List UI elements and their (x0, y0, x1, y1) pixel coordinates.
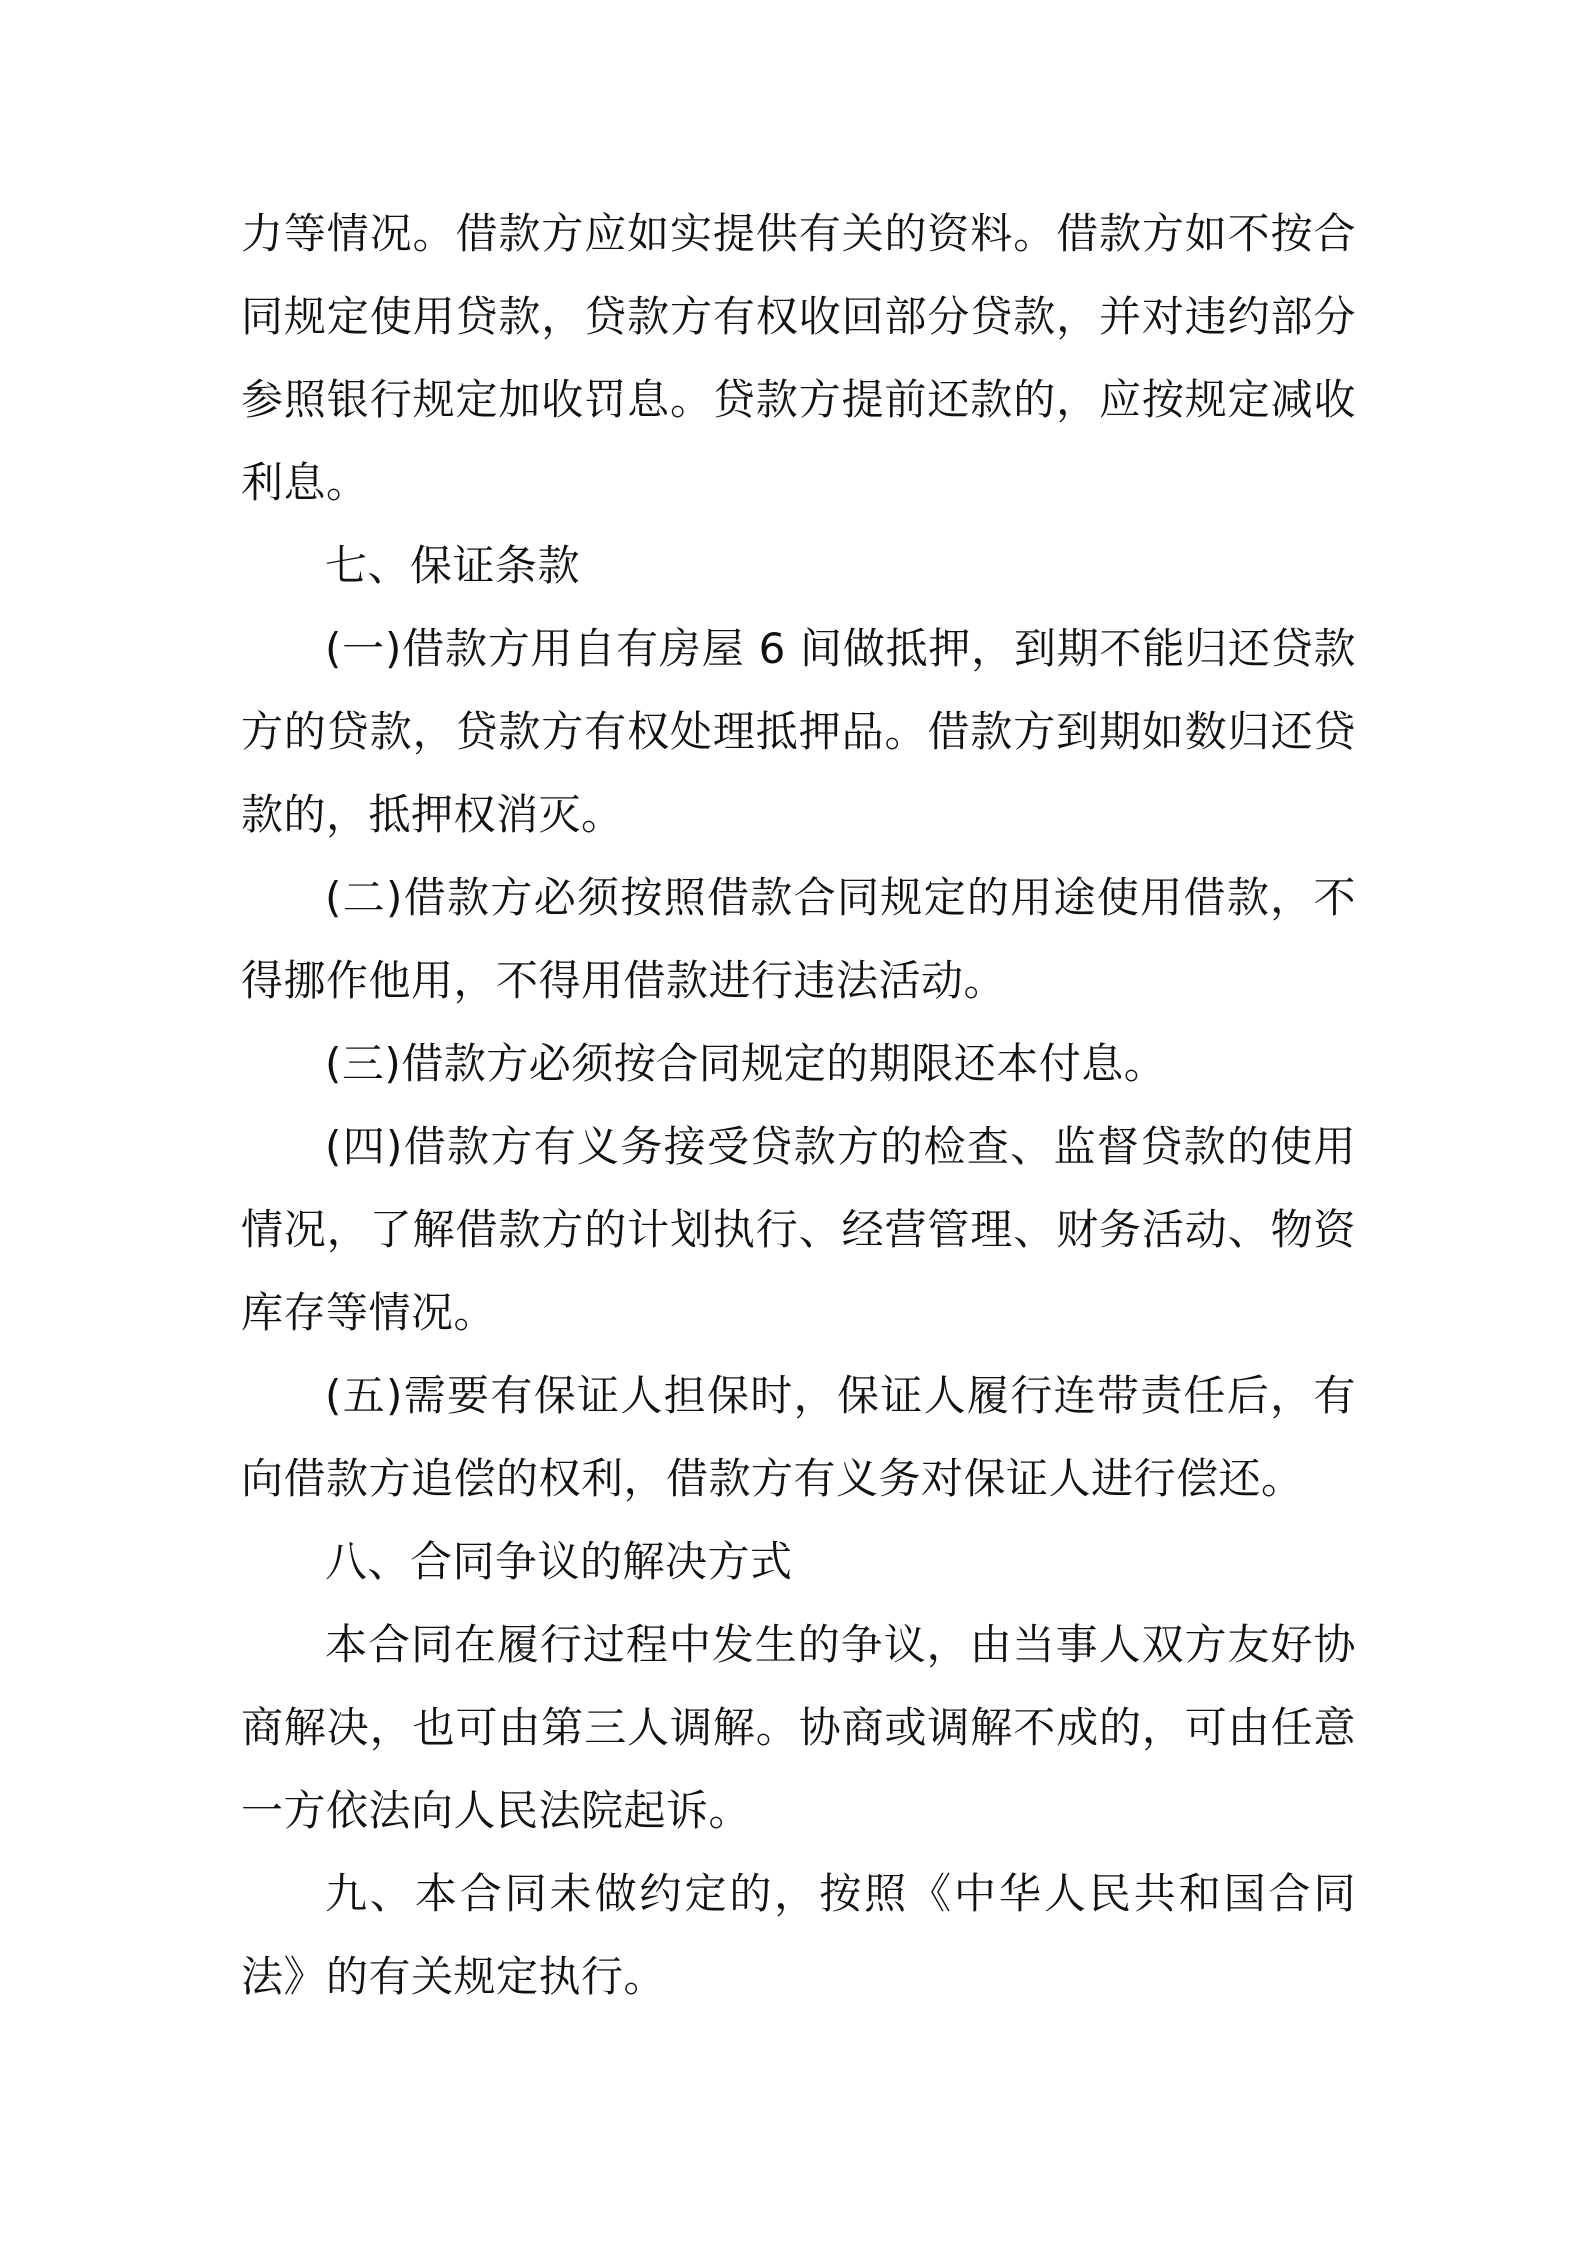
clause-1-mortgage: (一)借款方用自有房屋 6 间做抵押，到期不能归还贷款方的贷款，贷款方有权处理抵押品。借款方到期如数归还贷款的，抵押权消灭。 (241, 624, 1356, 839)
dispute-resolution-text: 本合同在履行过程中发生的争议，由当事人双方友好协商解决，也可由第三人调解。协商或调解不成的，可由任意一方依法向人民法院起诉。 (241, 1620, 1356, 1835)
section-heading-guarantee-terms: 七、保证条款 (325, 541, 581, 590)
section-nine-applicable-law: 九、本合同未做约定的，按照《中华人民共和国合同法》的有关规定执行。 (241, 1869, 1356, 2001)
clause-3-repayment: (三)借款方必须按合同规定的期限还本付息。 (325, 1039, 1167, 1088)
section-heading-dispute-resolution: 八、合同争议的解决方式 (325, 1537, 793, 1586)
clause-5-guarantor: (五)需要有保证人担保时，保证人履行连带责任后，有向借款方追偿的权利，借款方有义务对保证人进行偿还。 (241, 1371, 1356, 1503)
clause-4-inspection: (四)借款方有义务接受贷款方的检查、监督贷款的使用情况，了解借款方的计划执行、经营管理、财务活动、物资库存等情况。 (241, 1122, 1356, 1337)
paragraph-continuation: 力等情况。借款方应如实提供有关的资料。借款方如不按合同规定使用贷款，贷款方有权收回部分贷款，并对违约部分参照银行规定加收罚息。贷款方提前还款的，应按规定减收利息。 (241, 209, 1356, 507)
document-body (241, 192, 1356, 2018)
clause-2-loan-purpose: (二)借款方必须按照借款合同规定的用途使用借款，不得挪作他用，不得用借款进行违法活动。 (241, 873, 1356, 1005)
